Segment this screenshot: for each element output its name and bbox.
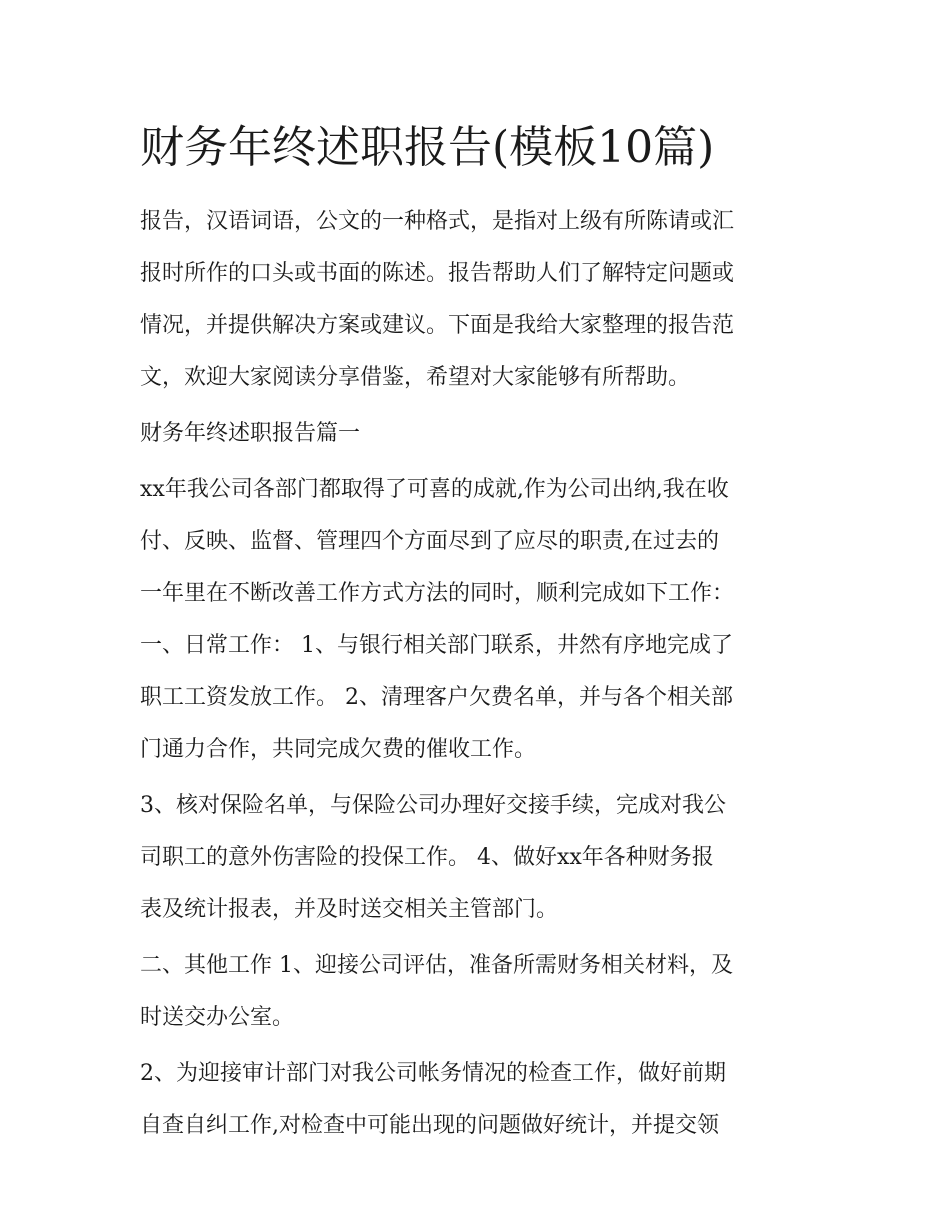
text-line: 付、反映、监督、管理四个方面尽到了应尽的职责,在过去的 bbox=[140, 529, 719, 554]
body-paragraph bbox=[140, 464, 816, 776]
document-body bbox=[140, 196, 816, 1156]
intro-paragraph bbox=[140, 196, 816, 404]
text-line: 报时所作的口头或书面的陈述。报告帮助人们了解特定问题或 bbox=[140, 261, 735, 286]
text-line: 职工工资发放工作。 2、清理客户欠费名单，并与各个相关部 bbox=[140, 685, 733, 710]
text-line: 报告，汉语词语，公文的一种格式，是指对上级有所陈请或汇 bbox=[140, 209, 735, 234]
section-heading-text: 财务年终述职报告篇一 bbox=[140, 421, 361, 446]
text-line: 门通力合作，共同完成欠费的催收工作。 bbox=[140, 737, 537, 762]
text-line: 时送交办公室。 bbox=[140, 1005, 295, 1030]
text-line: 司职工的意外伤害险的投保工作。 4、做好xx年各种财务报 bbox=[140, 845, 714, 870]
text-line: 二、其他工作 1、迎接公司评估，准备所需财务相关材料，及 bbox=[140, 953, 733, 978]
text-line: 3、核对保险名单，与保险公司办理好交接手续，完成对我公 bbox=[140, 793, 726, 818]
document-title: 财务年终述职报告(模板10篇) bbox=[140, 122, 715, 173]
body-paragraph bbox=[140, 940, 816, 1044]
body-paragraph bbox=[140, 1048, 816, 1152]
section-heading bbox=[140, 408, 816, 460]
text-line: xx年我公司各部门都取得了可喜的成就,作为公司出纳,我在收 bbox=[140, 477, 729, 502]
text-line: 表及统计报表，并及时送交相关主管部门。 bbox=[140, 897, 559, 922]
text-line: 情况，并提供解决方案或建议。下面是我给大家整理的报告范 bbox=[140, 313, 735, 338]
text-line: 自查自纠工作,对检查中可能出现的问题做好统计，并提交领 bbox=[140, 1113, 719, 1138]
body-paragraph bbox=[140, 780, 816, 936]
text-line: 一年里在不断改善工作方式方法的同时，顺利完成如下工作： bbox=[140, 581, 735, 606]
text-line: 一、日常工作： 1、与银行相关部门联系，井然有序地完成了 bbox=[140, 633, 733, 658]
text-line: 文，欢迎大家阅读分享借鉴，希望对大家能够有所帮助。 bbox=[140, 365, 691, 390]
text-line: 2、为迎接审计部门对我公司帐务情况的检查工作，做好前期 bbox=[140, 1061, 726, 1086]
